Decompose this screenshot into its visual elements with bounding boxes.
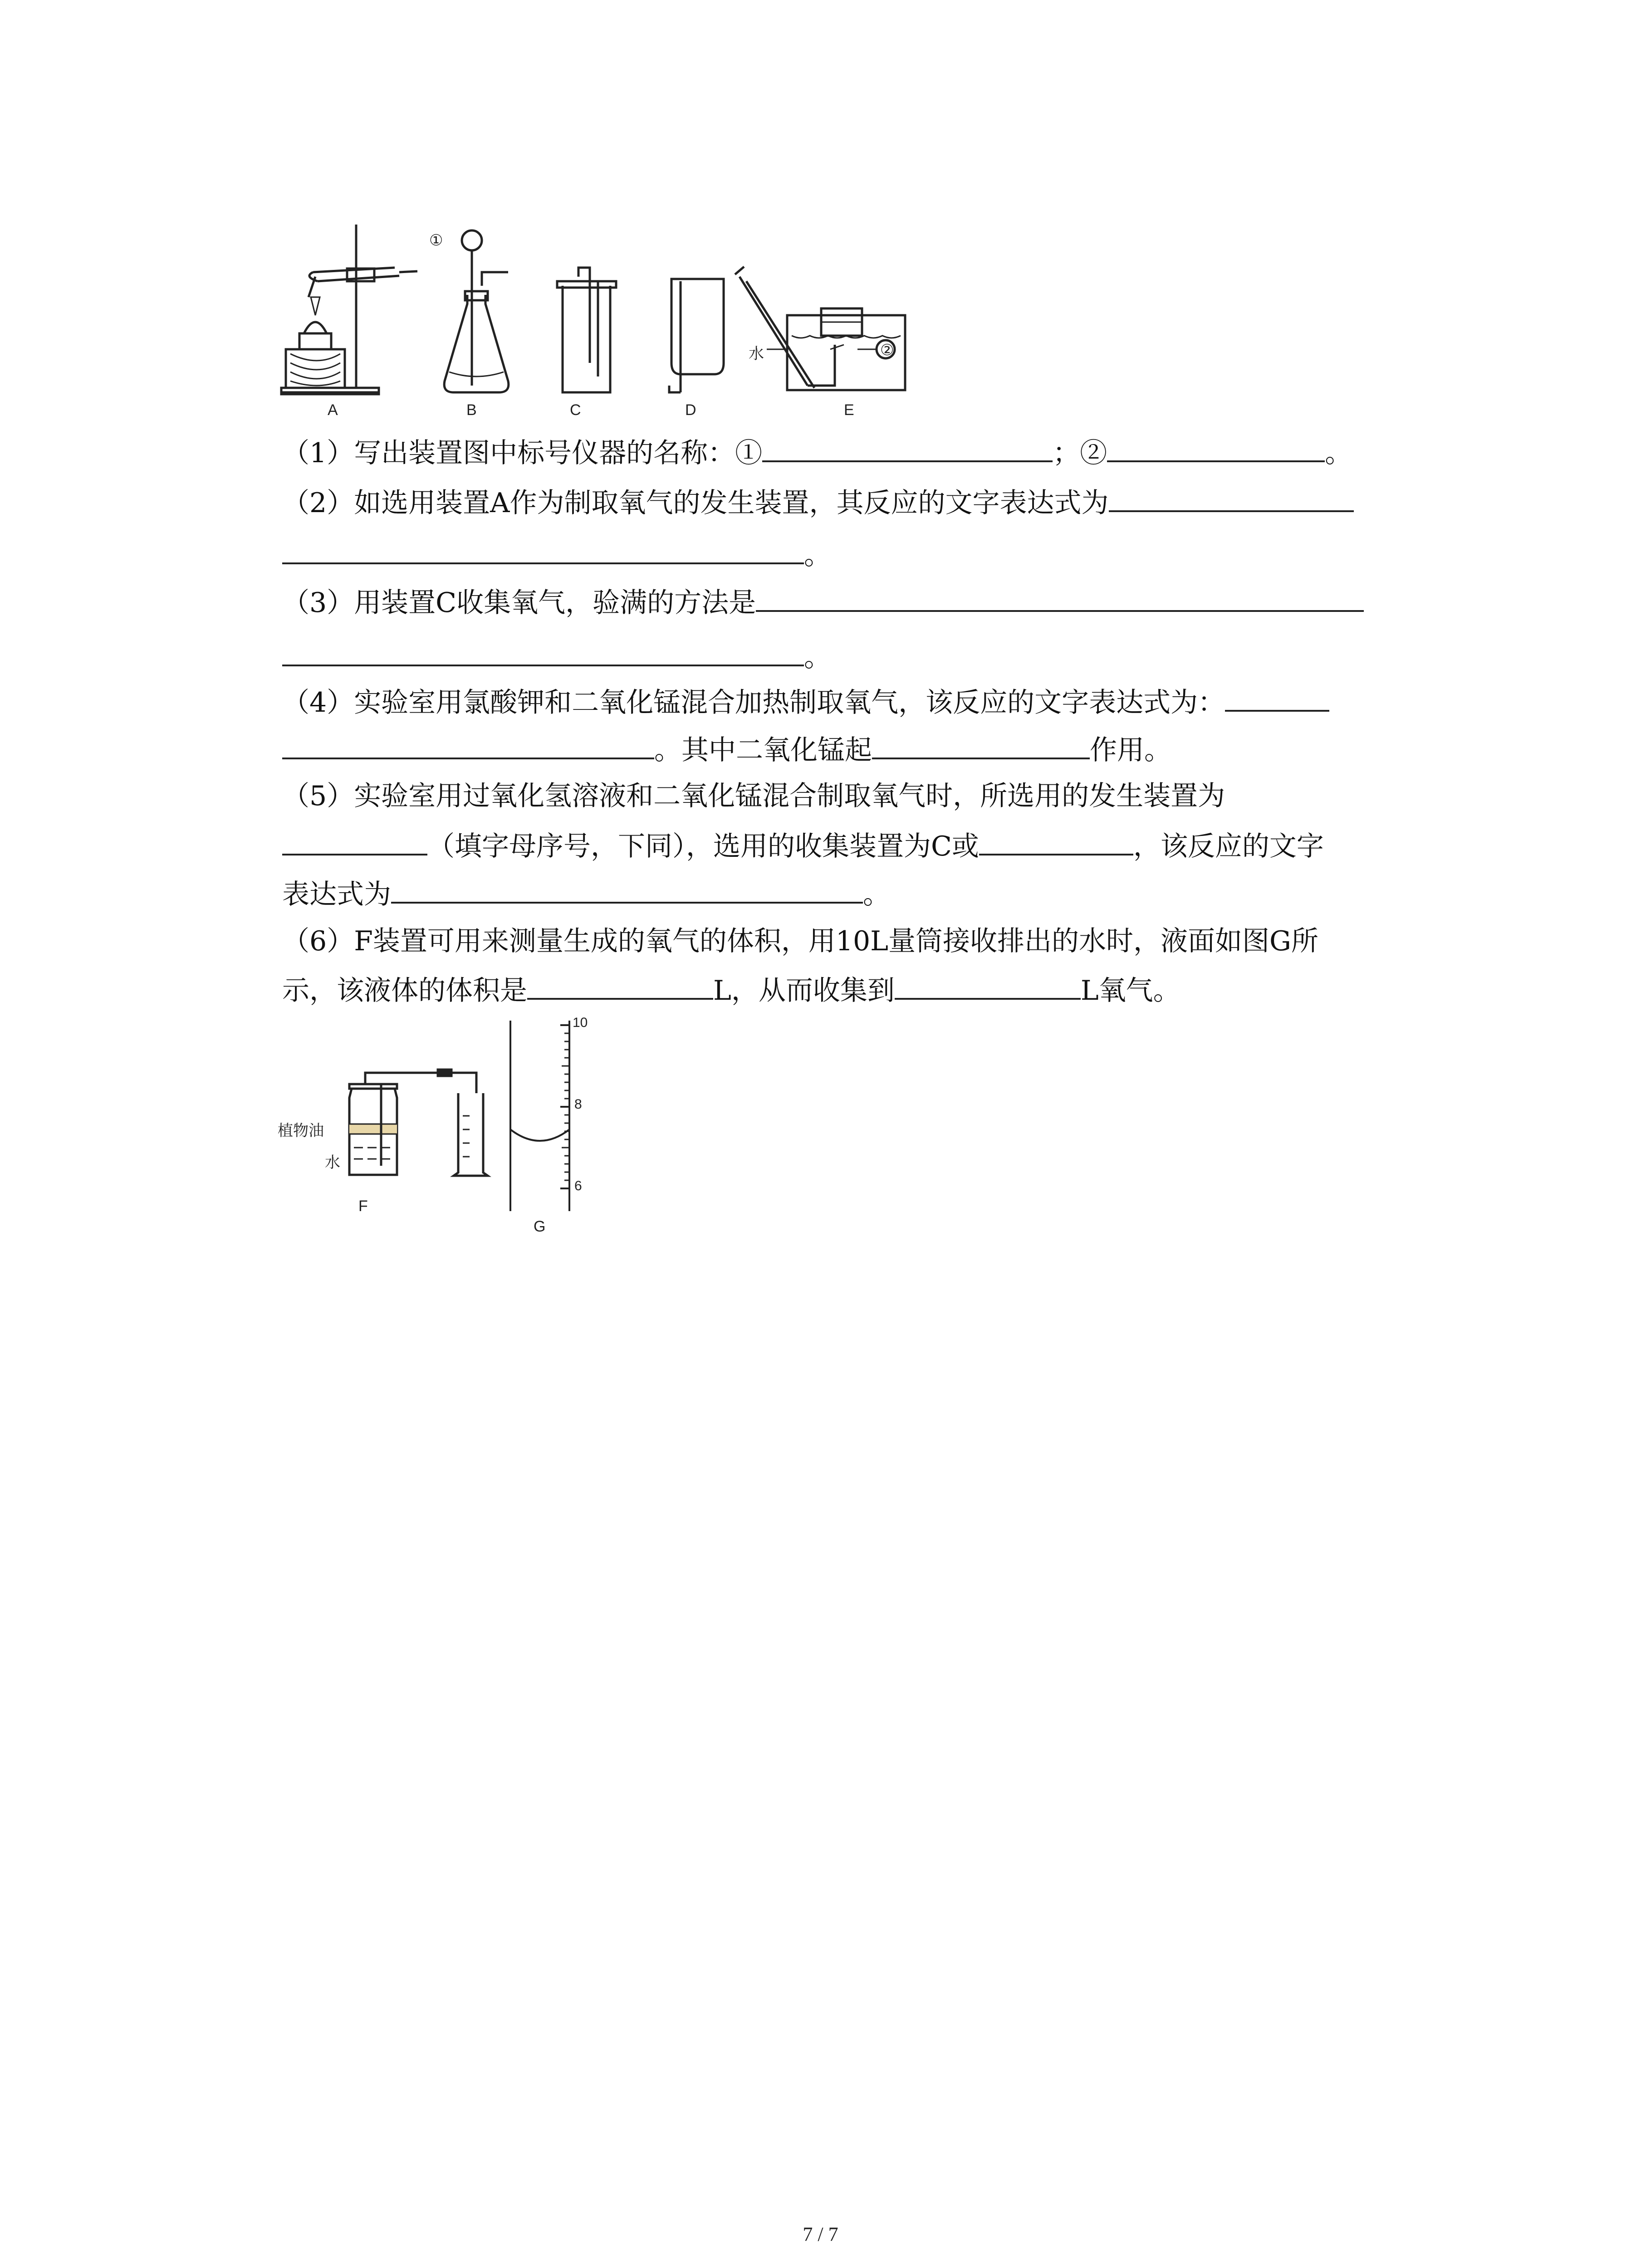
answer-blank-5c[interactable] [391, 875, 863, 904]
label-a: A [328, 401, 338, 419]
answer-blank-6a[interactable] [527, 971, 713, 1000]
question-6-cont: 示，该液体的体积是 L，从而收集到 L氧气。 [282, 971, 1181, 1009]
answer-blank-4b[interactable] [282, 730, 654, 759]
water-label-f: 水 [325, 1154, 340, 1171]
water-label-e: 水 [749, 345, 764, 362]
question-1: （1）写出装置图中标号仪器的名称：① ；② 。 [282, 433, 1352, 471]
answer-blank-6b[interactable] [895, 971, 1081, 1000]
answer-blank-3b[interactable] [282, 637, 804, 666]
question-3: （3）用装置C收集氧气，验满的方法是 [282, 583, 1364, 621]
scale-tick-8: 8 [574, 1097, 582, 1112]
label-c: C [570, 401, 581, 419]
answer-blank-5b[interactable] [979, 826, 1133, 855]
scale-tick-10: 10 [573, 1015, 588, 1030]
answer-blank-4a[interactable] [1225, 683, 1329, 712]
answer-blank-3a[interactable] [756, 583, 1364, 612]
question-5-cont2: 表达式为 。 [282, 875, 890, 913]
answer-blank-2b[interactable] [282, 535, 804, 564]
apparatus-figure-f [318, 1057, 499, 1193]
answer-blank-1b[interactable] [1107, 433, 1325, 462]
label-e: E [844, 401, 854, 419]
question-5: （5）实验室用过氧化氢溶液和二氧化锰混合制取氧气时，所选用的发生装置为 [282, 780, 1225, 812]
oil-label: 植物油 [278, 1122, 324, 1139]
apparatus-a [281, 225, 417, 394]
question-3-cont: 。 [282, 637, 831, 675]
label-f: F [358, 1198, 368, 1215]
question-4-cont: 。其中二氧化锰起 作用。 [282, 730, 1171, 768]
apparatus-c [557, 268, 616, 392]
scale-tick-6: 6 [574, 1178, 582, 1193]
label-b: B [466, 401, 477, 419]
apparatus-d [669, 279, 724, 392]
label-d: D [685, 401, 696, 419]
question-5-cont: （填字母序号，下同），选用的收集装置为C或 ，该反应的文字 [282, 826, 1324, 865]
answer-blank-2a[interactable] [1109, 483, 1354, 512]
apparatus-e [735, 267, 905, 390]
answer-blank-4c[interactable] [872, 730, 1090, 759]
answer-blank-5a[interactable] [282, 826, 427, 855]
question-2: （2）如选用装置A作为制取氧气的发生装置，其反应的文字表达式为 [282, 483, 1354, 521]
marker-1-label: ① [429, 232, 443, 249]
graduated-cylinder-g [504, 1016, 622, 1216]
marker-2-label: ② [880, 342, 894, 359]
apparatus-figure-a-to-e [272, 213, 980, 426]
label-g: G [534, 1218, 546, 1235]
answer-blank-1a[interactable] [762, 433, 1053, 462]
question-4: （4）实验室用氯酸钾和二氧化锰混合加热制取氧气，该反应的文字表达式为： [282, 683, 1329, 721]
page-number: 7 / 7 [803, 2223, 838, 2245]
question-2-cont: 。 [282, 535, 831, 573]
apparatus-b [444, 230, 509, 392]
question-6: （6）F装置可用来测量生成的氧气的体积，用10L量筒接收排出的水时，液面如图G所 [282, 925, 1318, 957]
